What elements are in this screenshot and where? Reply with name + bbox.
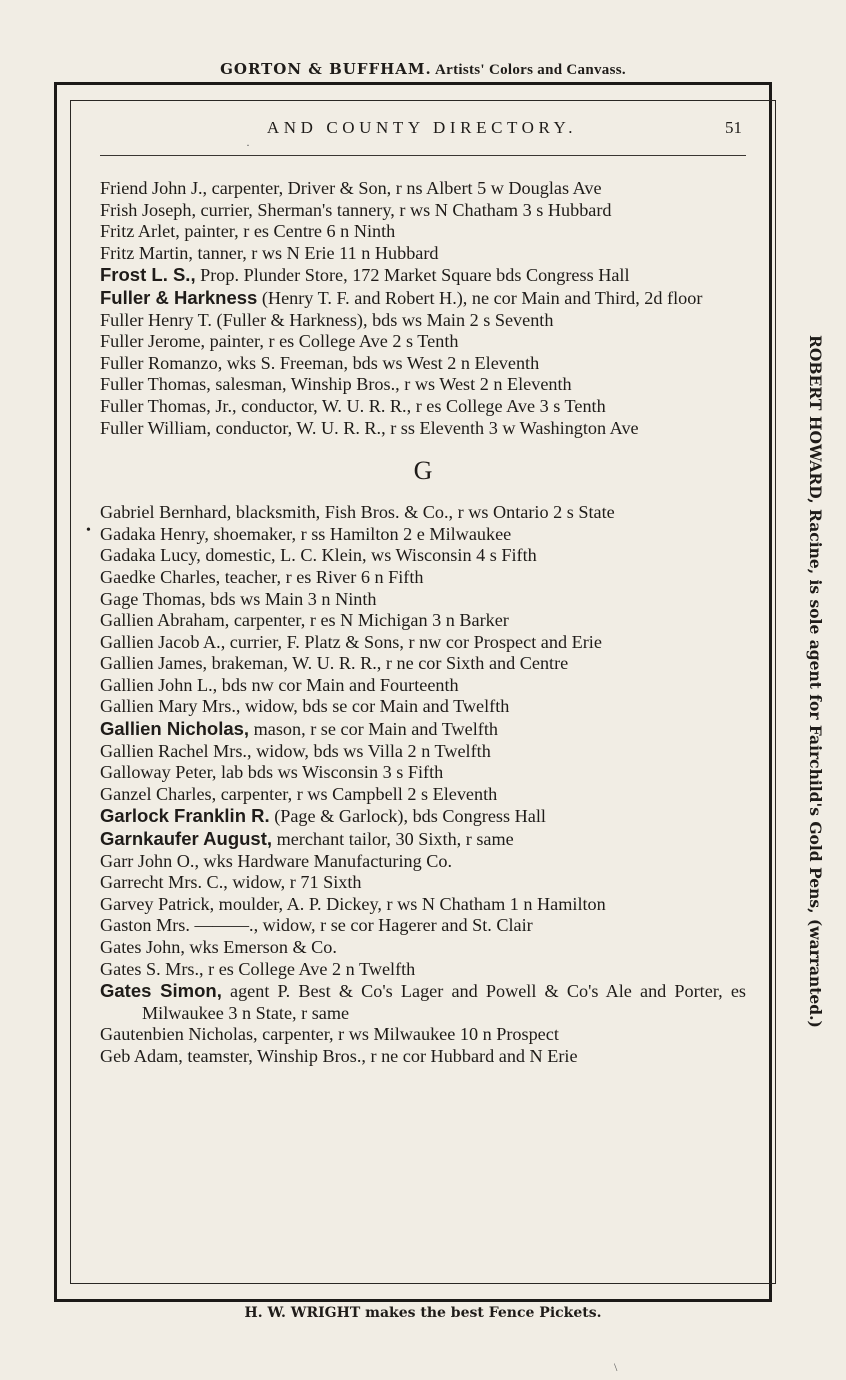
entry-text: Gautenbien Nicholas, carpenter, r ws Milwaukee 10 n Prospect bbox=[100, 1024, 559, 1045]
entry-text: Frish Joseph, currier, Sherman's tannery, r ws N Chatham 3 s Hubbard bbox=[100, 199, 612, 220]
entry-text: Gallien Jacob A., currier, F. Platz & Sons, r nw cor Prospect and Erie bbox=[100, 631, 602, 652]
bottom-advertisement: H. W. WRIGHT makes the best Fence Pickets. bbox=[244, 1305, 602, 1321]
entries-list-g bbox=[100, 502, 746, 1067]
entry-text: Gadaka Lucy, domestic, L. C. Klein, ws Wisconsin 4 s Fifth bbox=[100, 545, 537, 566]
entries-list-f bbox=[100, 178, 746, 439]
entry-text: Fuller Jerome, painter, r es College Ave 2 s Tenth bbox=[100, 331, 459, 352]
directory-entry bbox=[100, 805, 746, 828]
entry-text: Fritz Martin, tanner, r ws N Erie 11 n Hubbard bbox=[100, 242, 439, 263]
directory-entry bbox=[100, 653, 746, 675]
page-header bbox=[70, 118, 774, 142]
entry-text: Friend John J., carpenter, Driver & Son, r ns Albert 5 w Douglas Ave bbox=[100, 178, 602, 198]
directory-entry bbox=[100, 872, 746, 894]
entry-text: Gaedke Charles, teacher, r es River 6 n Fifth bbox=[100, 566, 424, 587]
directory-entry bbox=[100, 851, 746, 873]
side-advertisement bbox=[805, 335, 825, 1055]
entry-text: Geb Adam, teamster, Winship Bros., r ne cor Hubbard and N Erie bbox=[100, 1045, 578, 1066]
directory-entry bbox=[100, 718, 746, 741]
scan-speck: · bbox=[246, 138, 250, 152]
entry-text: mason, r se cor Main and Twelfth bbox=[249, 719, 498, 740]
entry-text: Gabriel Bernhard, blacksmith, Fish Bros. & Co., r ws Ontario 2 s State bbox=[100, 502, 615, 523]
directory-entry bbox=[100, 243, 746, 265]
directory-entries bbox=[100, 178, 746, 1068]
entry-bold-name: Garnkaufer August, bbox=[100, 828, 273, 850]
entry-text: Gallien John L., bds nw cor Main and Fourteenth bbox=[100, 674, 459, 695]
top-ad-firm: GORTON & BUFFHAM. bbox=[220, 60, 432, 78]
directory-entry bbox=[100, 178, 746, 200]
side-ad-text: ROBERT HOWARD, Racine, is sole agent for Fairchild's Gold Pens, (warranted.) bbox=[806, 335, 825, 1028]
entry-text: Gallien Rachel Mrs., widow, bds ws Villa 2 n Twelfth bbox=[100, 740, 491, 761]
directory-entry bbox=[100, 1024, 746, 1046]
entry-bold-name: Garlock Franklin R. bbox=[100, 805, 270, 827]
directory-entry bbox=[100, 959, 746, 981]
entry-text: agent P. Best & Co's Lager and Powell & Co's Ale and Porter, es Milwaukee 3 n State, r same bbox=[142, 981, 746, 1023]
directory-entry bbox=[100, 567, 746, 589]
entry-text: Fuller Thomas, Jr., conductor, W. U. R. R., r es College Ave 3 s Tenth bbox=[100, 395, 606, 416]
entry-text: Gates John, wks Emerson & Co. bbox=[100, 937, 337, 957]
entry-text: Gadaka Henry, shoemaker, r ss Hamilton 2 e Milwaukee bbox=[100, 523, 512, 544]
margin-bullet: • bbox=[86, 523, 91, 538]
scan-speck: \ bbox=[614, 1360, 618, 1374]
directory-title: AND COUNTY DIRECTORY. bbox=[266, 118, 578, 137]
entry-text: Ganzel Charles, carpenter, r ws Campbell 2 s Eleventh bbox=[100, 783, 498, 804]
directory-entry bbox=[100, 610, 746, 632]
directory-entry bbox=[100, 696, 746, 718]
entry-text: Gallien Abraham, carpenter, r es N Michigan 3 n Barker bbox=[100, 610, 509, 631]
directory-entry bbox=[100, 331, 746, 353]
entry-bold-name: Frost L. S., bbox=[100, 264, 196, 286]
directory-entry bbox=[100, 632, 746, 654]
directory-entry bbox=[100, 1046, 746, 1068]
entry-text: (Page & Garlock), bds Congress Hall bbox=[269, 806, 546, 827]
entry-text: Prop. Plunder Store, 172 Market Square bds Congress Hall bbox=[195, 265, 630, 286]
top-advertisement bbox=[0, 60, 846, 79]
entry-text: Galloway Peter, lab bds ws Wisconsin 3 s Fifth bbox=[100, 762, 444, 783]
directory-entry bbox=[100, 264, 746, 287]
directory-entry bbox=[100, 545, 746, 567]
entry-text: Gallien James, brakeman, W. U. R. R., r ne cor Sixth and Centre bbox=[100, 653, 569, 674]
directory-entry bbox=[100, 310, 746, 332]
entry-text: (Henry T. F. and Robert H.), ne cor Main and Third, 2d floor bbox=[257, 287, 703, 308]
directory-entry bbox=[100, 221, 746, 243]
directory-entry bbox=[100, 374, 746, 396]
directory-entry bbox=[100, 675, 746, 697]
entry-text: Gates S. Mrs., r es College Ave 2 n Twelfth bbox=[100, 958, 416, 979]
directory-entry bbox=[100, 915, 746, 937]
entry-text: Gaston Mrs. ———., widow, r se cor Hagerer and St. Clair bbox=[100, 915, 533, 936]
directory-entry bbox=[100, 418, 746, 440]
entry-bold-name: Gallien Nicholas, bbox=[100, 718, 250, 740]
directory-entry bbox=[100, 589, 746, 611]
entry-text: Fritz Arlet, painter, r es Centre 6 n Ninth bbox=[100, 221, 396, 242]
top-ad-text: Artists' Colors and Canvass. bbox=[435, 62, 626, 78]
directory-entry bbox=[100, 828, 746, 851]
directory-entry bbox=[100, 200, 746, 222]
directory-entry bbox=[100, 353, 746, 375]
directory-entry bbox=[100, 762, 746, 784]
entry-text: Garrecht Mrs. C., widow, r 71 Sixth bbox=[100, 872, 362, 893]
page-number: 51 bbox=[725, 118, 742, 137]
directory-entry bbox=[100, 396, 746, 418]
section-letter-g: G bbox=[413, 456, 433, 486]
directory-entry bbox=[100, 937, 746, 959]
entry-text: Fuller Henry T. (Fuller & Harkness), bds ws Main 2 s Seventh bbox=[100, 309, 554, 330]
directory-entry bbox=[100, 502, 746, 524]
entry-bold-name: Gates Simon, bbox=[100, 980, 222, 1002]
entry-text: Gage Thomas, bds ws Main 3 n Ninth bbox=[100, 588, 377, 609]
entry-text: Garr John O., wks Hardware Manufacturing Co. bbox=[100, 850, 453, 871]
entry-text: Fuller William, conductor, W. U. R. R., r ss Eleventh 3 w Washington Ave bbox=[100, 417, 639, 438]
directory-entry bbox=[100, 287, 746, 310]
directory-entry bbox=[100, 894, 746, 916]
directory-entry bbox=[100, 784, 746, 806]
entry-text: merchant tailor, 30 Sixth, r same bbox=[272, 829, 514, 850]
directory-entry bbox=[100, 741, 746, 763]
entry-text: Garvey Patrick, moulder, A. P. Dickey, r ws N Chatham 1 n Hamilton bbox=[100, 893, 606, 914]
entry-bold-name: Fuller & Harkness bbox=[100, 286, 258, 308]
entry-text: Gallien Mary Mrs., widow, bds se cor Main and Twelfth bbox=[100, 696, 510, 717]
entry-text: Fuller Thomas, salesman, Winship Bros., r ws West 2 n Eleventh bbox=[100, 374, 572, 395]
directory-entry bbox=[100, 980, 746, 1024]
header-rule bbox=[100, 155, 746, 156]
directory-entry bbox=[100, 524, 746, 546]
entry-text: Fuller Romanzo, wks S. Freeman, bds ws West 2 n Eleventh bbox=[100, 352, 540, 373]
